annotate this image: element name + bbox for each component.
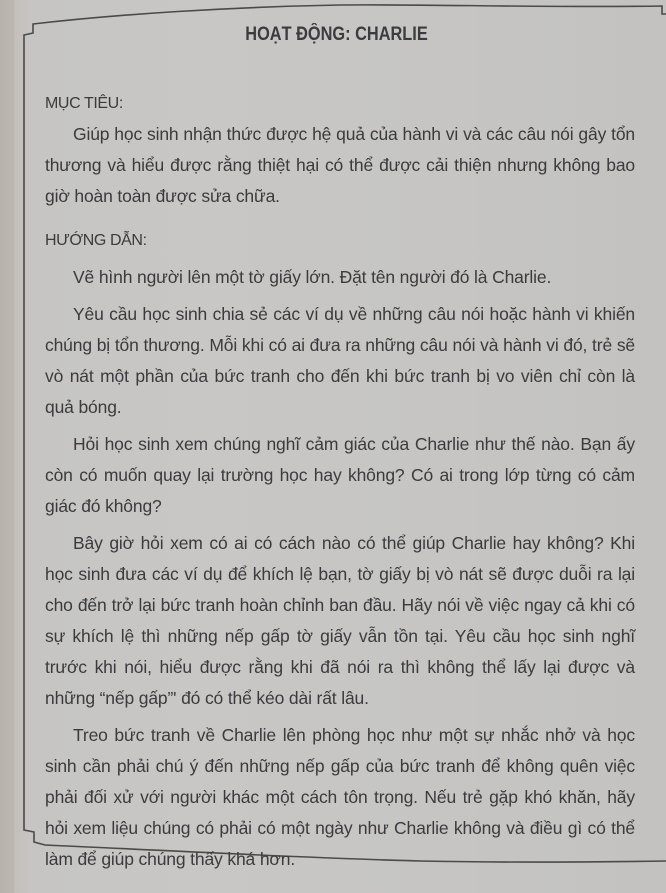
document-body: [45, 88, 635, 875]
instruction-paragraph-5: Treo bức tranh về Charlie lên phòng học như một sự nhắc nhở và học sinh cần phải chú ý đến những nếp gấp của bức tranh để không quên việc phải đối xử với người khác một cách tôn trọng. Nếu trẻ gặp khó khăn, hãy hỏi xem liệu chúng có phải có một ngày như Charlie không và điều gì có thể làm để giúp chúng thấy khá hơn.: [45, 725, 635, 869]
section-instructions: [45, 225, 635, 875]
objective-paragraph: Giúp học sinh nhận thức được hệ quả của hành vi và các câu nói gây tổn thương và hiểu được rằng thiệt hại có thể được cải thiện nhưng không bao giờ hoàn toàn được sửa chữa.: [45, 124, 635, 206]
instruction-paragraph-4: Bây giờ hỏi xem có ai có cách nào có thể giúp Charlie hay không? Khi học sinh đưa các ví dụ để khích lệ bạn, tờ giấy bị vò nát sẽ được duỗi ra lại cho đến trở lại bức tranh hoàn chỉnh ban đầu. Hãy nói về việc ngay cả khi có sự khích lệ thì những nếp gấp tờ giấy vẫn tồn tại. Yêu cầu học sinh nghĩ trước khi nói, hiểu được rằng khi đã nói ra thì không thể lấy lại được và những “nếp gấp”' đó có thể kéo dài rất lâu.: [45, 533, 635, 708]
page-title: HOẠT ĐỘNG: CHARLIE: [245, 24, 428, 45]
instruction-paragraph-1: Vẽ hình người lên một tờ giấy lớn. Đặt tên người đó là Charlie.: [73, 267, 552, 287]
section-heading-objective: MỤC TIÊU:: [45, 95, 123, 112]
section-objective: [45, 88, 635, 212]
instruction-paragraph-2: Yêu cầu học sinh chia sẻ các ví dụ về những câu nói hoặc hành vi khiến chúng bị tổn thương. Mỗi khi có ai đưa ra những câu nói và hành vi đó, trẻ sẽ vò nát một phần của bức tranh cho đến khi bức tranh bị vo viên chỉ còn là quả bóng.: [45, 304, 635, 417]
instruction-paragraph-3: Hỏi học sinh xem chúng nghĩ cảm giác của Charlie như thế nào. Bạn ấy còn có muốn quay lại trường học hay không? Có ai trong lớp từng có cảm giác đó không?: [45, 434, 635, 516]
section-heading-instructions: HƯỚNG DẪN:: [45, 232, 147, 249]
